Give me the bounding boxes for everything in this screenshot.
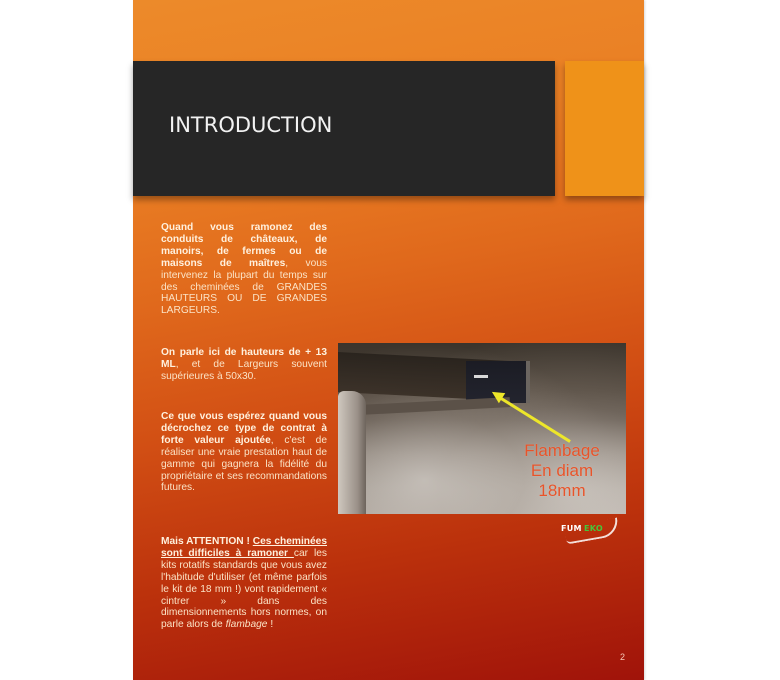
paragraph-dimensions-text: , et de Largeurs souvent supérieures à 50x30. (161, 358, 327, 382)
paragraph-intro-bold: Quand vous ramonez des conduits de châteaux, de manoirs, de fermes ou de maisons de maîtres (161, 222, 327, 269)
paragraph-intro-text: , vous intervenez la plupart du temps sur des cheminées de GRANDES HAUTEURS OU DE GRANDES LARGEURS. (161, 257, 327, 317)
paragraph-expectations-bold: Ce que vous espérez quand vous décrochez ce type de contrat à forte valeur ajoutée (161, 411, 327, 446)
page-number: 2 (620, 652, 626, 662)
photo-callout (508, 441, 616, 501)
title-band (133, 61, 555, 196)
document-page (133, 0, 644, 680)
paragraph-warning-bold: Mais ATTENTION ! (161, 536, 253, 547)
photo-ledge (360, 397, 510, 415)
callout-line-3: 18mm (538, 481, 586, 500)
paragraph-warning-text: car les kits rotatifs standards que vous avez l'habitude d'utiliser (et même parfois le kit de 18 mm !) vont rapidement « cintrer » dans des dimensionnements hors normes, on parle alors de (161, 547, 327, 631)
callout-line-2: En diam (530, 461, 594, 480)
photo-post (338, 391, 366, 514)
logo-text-fum: FUM (561, 524, 582, 533)
chimney-photo (338, 343, 626, 514)
paragraph-warning-italic: flambage (225, 619, 268, 631)
paragraph-dimensions-bold: On parle ici de hauteurs de + 13 ML (161, 347, 327, 370)
callout-line-1: Flambage (524, 441, 600, 460)
paragraph-warning-underlined: Ces cheminées sont difficiles à ramoner (161, 536, 327, 559)
photo-label-tag (474, 375, 488, 378)
accent-block (565, 61, 644, 196)
paragraph-expectations (161, 411, 327, 494)
paragraph-warning-end: ! (267, 619, 274, 631)
logo-text-eko: EKO (584, 524, 604, 533)
paragraph-warning (161, 536, 327, 631)
paragraph-expectations-text: , c'est de réaliser une vraie prestation haut de gamme qui gagnera la fidélité du propriétaire et ses recommandations futures. (161, 434, 327, 494)
fumeko-logo (557, 520, 619, 542)
paragraph-intro (161, 222, 327, 317)
page-title: INTRODUCTION (169, 113, 333, 137)
paragraph-dimensions (161, 347, 327, 383)
arrow-icon (497, 395, 571, 443)
